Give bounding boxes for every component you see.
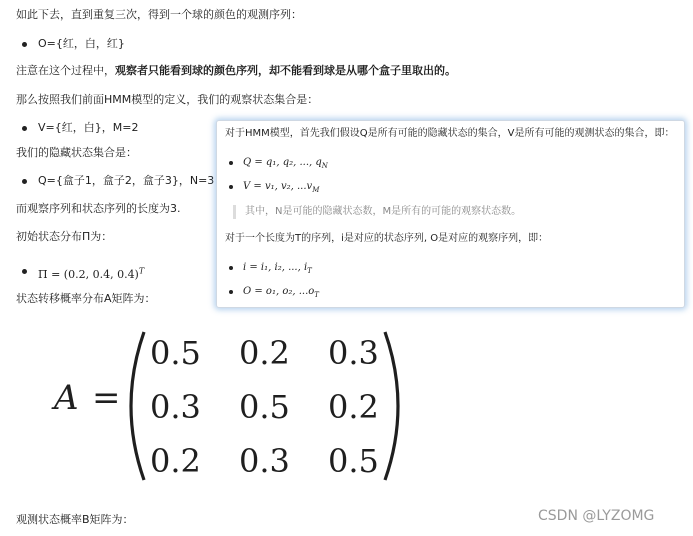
matrix-cell: 0.3: [150, 388, 201, 426]
paragraph-note: 注意在这个过程中，观察者只能看到球的颜色序列，却不能看到球是从哪个盒子里取出的。: [16, 64, 456, 77]
matrix-cell: 0.5: [239, 388, 290, 426]
hmm-definition-popup: [216, 120, 685, 308]
matrix-name: A: [54, 378, 79, 418]
matrix-cell: 0.3: [239, 442, 290, 480]
paragraph-transition-matrix: 状态转移概率分布A矩阵为：: [16, 292, 156, 305]
right-paren: [385, 332, 398, 480]
watermark: CSDN @LYZOMG: [538, 508, 655, 524]
list-item-v-set: V={红，白}，M=2: [22, 120, 138, 136]
matrix-cell: 0.5: [328, 442, 379, 480]
matrix-cell: 0.2: [150, 442, 201, 480]
popup-v-set: V = v₁, v₂, $...v_M$: [229, 180, 319, 197]
popup-note-quote: 其中，N是可能的隐藏状态数，M是所有的可能的观察状态数。: [233, 205, 521, 219]
list-item-pi: Π = (0.2, 0.4, 0.4)$^T$: [22, 263, 144, 283]
paragraph-observation-set: 那么按照我们前面HMM模型的定义，我们的观察状态集合是：: [16, 93, 319, 106]
matrix-cell: 0.3: [328, 334, 379, 372]
popup-q-set: Q = q₁, q₂, ..., $q_N$: [229, 156, 328, 173]
matrix-cell: 0.2: [328, 388, 379, 426]
matrix-cell: 0.5: [150, 334, 201, 372]
emphasis-text: 观察者只能看到球的颜色序列，却不能看到球是从哪个盒子里取出的。: [115, 64, 456, 77]
popup-intro: 对于HMM模型，首先我们假设Q是所有可能的隐藏状态的集合，V是所有可能的观测状态的集合，即：: [225, 128, 675, 139]
equals-sign: =: [92, 378, 121, 418]
paragraph-initial-dist: 初始状态分布Π为：: [16, 230, 113, 243]
paragraph-observation-sequence: 如此下去，直到重复三次，得到一个球的颜色的观测序列：: [16, 8, 302, 21]
paragraph-hidden-set: 我们的隐藏状态集合是：: [16, 146, 137, 159]
transition-matrix: [52, 326, 412, 486]
list-item-q-set: Q={盒子1，盒子2，盒子3}，N=3: [22, 173, 214, 189]
list-item-observation: O={红，白，红}: [22, 36, 125, 52]
popup-o-seq: O = o₁, o₂, $...o_T$: [229, 285, 319, 302]
popup-i-seq: i = i₁, i₂, ..., $i_T$: [229, 261, 312, 278]
paragraph-length: 而观察序列和状态序列的长度为3.: [16, 202, 181, 215]
paragraph-emission-matrix: 观测状态概率B矩阵为：: [16, 513, 134, 526]
left-paren: [131, 332, 144, 480]
matrix-cell: 0.2: [239, 334, 290, 372]
popup-seq-intro: 对于一个长度为T的序列，i是对应的状态序列, O是对应的观察序列，即：: [225, 233, 549, 244]
